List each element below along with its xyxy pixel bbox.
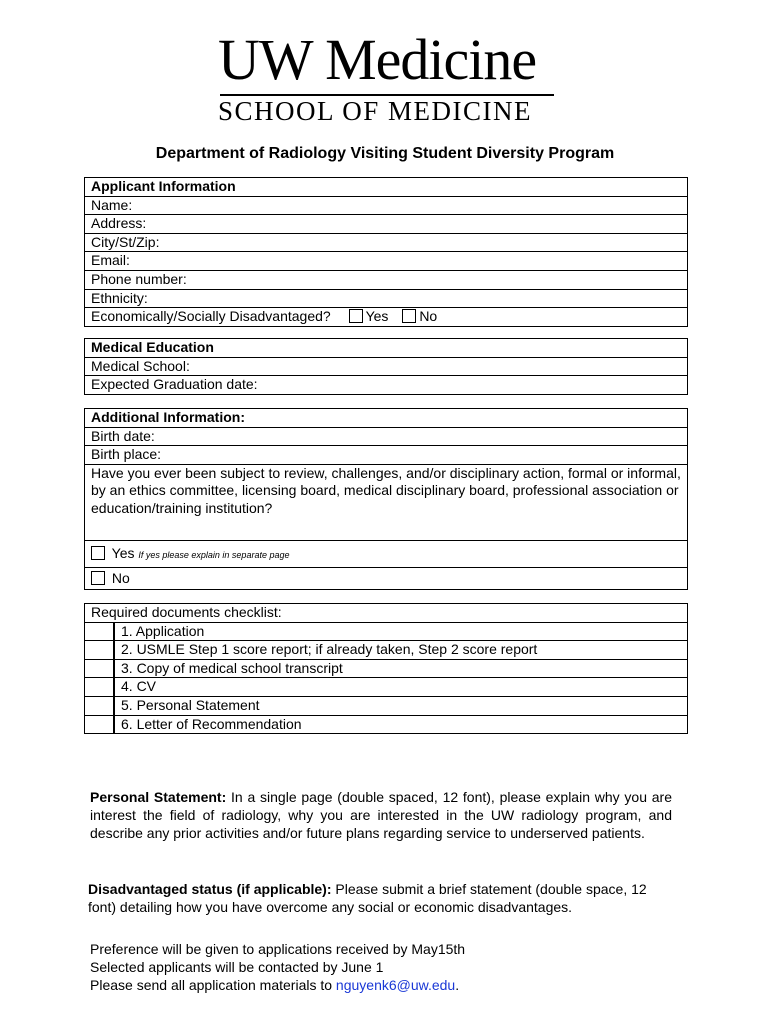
disciplinary-no-checkbox[interactable] [91, 571, 105, 585]
deadline-note: Preference will be given to applications received by May15th [90, 941, 466, 957]
additional-section [84, 408, 688, 590]
checklist-checkbox[interactable] [85, 697, 115, 715]
disciplinary-yes-checkbox[interactable] [91, 546, 105, 560]
disciplinary-yes-note: If yes please explain in separate page [138, 549, 290, 560]
checklist-item-label: 5. Personal Statement [121, 696, 260, 713]
education-section [84, 338, 688, 395]
submission-period: . [455, 977, 460, 993]
checklist-item-label: 1. Application [121, 622, 205, 639]
checklist-header: Required documents checklist: [85, 604, 687, 623]
submission-note [90, 976, 672, 994]
disciplinary-yes-row [85, 541, 687, 568]
address-field[interactable]: Address: [85, 215, 687, 234]
checklist-item [85, 678, 687, 697]
checklist-checkbox[interactable] [85, 660, 115, 678]
page-title: Department of Radiology Visiting Student Diversity Program [155, 145, 615, 162]
personal-statement-paragraph [90, 788, 672, 842]
birth-date-field[interactable]: Birth date: [85, 428, 687, 447]
disadvantaged-row [85, 308, 687, 326]
applicant-header: Applicant Information [85, 178, 687, 197]
disadvantaged-label: Economically/Socially Disadvantaged? [91, 308, 331, 325]
checklist-item-label: 3. Copy of medical school transcript [121, 659, 343, 676]
applicant-section [84, 177, 688, 327]
disadvantaged-yes-label: Yes [365, 308, 389, 325]
name-field[interactable]: Name: [85, 197, 687, 216]
contact-note: Selected applicants will be contacted by June 1 [90, 959, 384, 975]
checklist-section [84, 603, 688, 734]
checklist-checkbox[interactable] [85, 716, 115, 734]
disciplinary-yes-label: Yes [111, 544, 135, 561]
checklist-item-label: 2. USMLE Step 1 score report; if already taken, Step 2 score report [121, 641, 538, 658]
contact-email-link[interactable]: nguyenk6@uw.edu [335, 977, 456, 993]
checklist-item [85, 641, 687, 660]
medical-school-field[interactable]: Medical School: [85, 358, 687, 377]
footer-notes [90, 940, 672, 994]
personal-statement-text: In a single page (double spaced, 12 font), please explain why you are interest the field of radiology, why you are interested in the UW radiology program, and describe any prior activities and/or future plans regarding service to underserved patients. [90, 789, 673, 841]
city-field[interactable]: City/St/Zip: [85, 234, 687, 253]
disadvantaged-yes-checkbox[interactable] [349, 309, 363, 323]
disciplinary-question: Have you ever been subject to review, challenges, and/or disciplinary action, formal or informal, by an ethics committee, licensing board, medical disciplinary board, professional association or education/training institution? [85, 465, 687, 541]
submission-text: Please send all application materials to [90, 977, 336, 993]
phone-field[interactable]: Phone number: [85, 271, 687, 290]
disciplinary-no-label: No [111, 569, 130, 586]
checklist-checkbox[interactable] [85, 678, 115, 696]
checklist-checkbox[interactable] [85, 641, 115, 659]
education-header: Medical Education [85, 339, 687, 358]
checklist-item [85, 716, 687, 734]
disadvantaged-no-label: No [419, 308, 438, 325]
disadvantaged-paragraph [88, 880, 670, 916]
checklist-item [85, 623, 687, 642]
checklist-checkbox[interactable] [85, 623, 115, 641]
logo-subtitle: SCHOOL OF MEDICINE [218, 96, 533, 126]
ethnicity-field[interactable]: Ethnicity: [85, 290, 687, 309]
additional-header: Additional Information: [85, 409, 687, 428]
disciplinary-no-row [85, 568, 687, 589]
birth-place-field[interactable]: Birth place: [85, 446, 687, 465]
disadvantaged-status-text: Please submit a brief statement (double space, 12 font) detailing how you have overcome any social or economic disadvantages. [88, 881, 647, 915]
disadvantaged-status-label: Disadvantaged status (if applicable): [88, 881, 332, 897]
logo-title: UW Medicine [218, 27, 537, 92]
checklist-item [85, 697, 687, 716]
checklist-item-label: 4. CV [121, 678, 157, 695]
disadvantaged-no-checkbox[interactable] [402, 309, 416, 323]
email-field[interactable]: Email: [85, 252, 687, 271]
graduation-date-field[interactable]: Expected Graduation date: [91, 376, 258, 393]
personal-statement-label: Personal Statement: [90, 789, 227, 805]
checklist-item [85, 660, 687, 679]
checklist-item-label: 6. Letter of Recommendation [121, 715, 302, 732]
